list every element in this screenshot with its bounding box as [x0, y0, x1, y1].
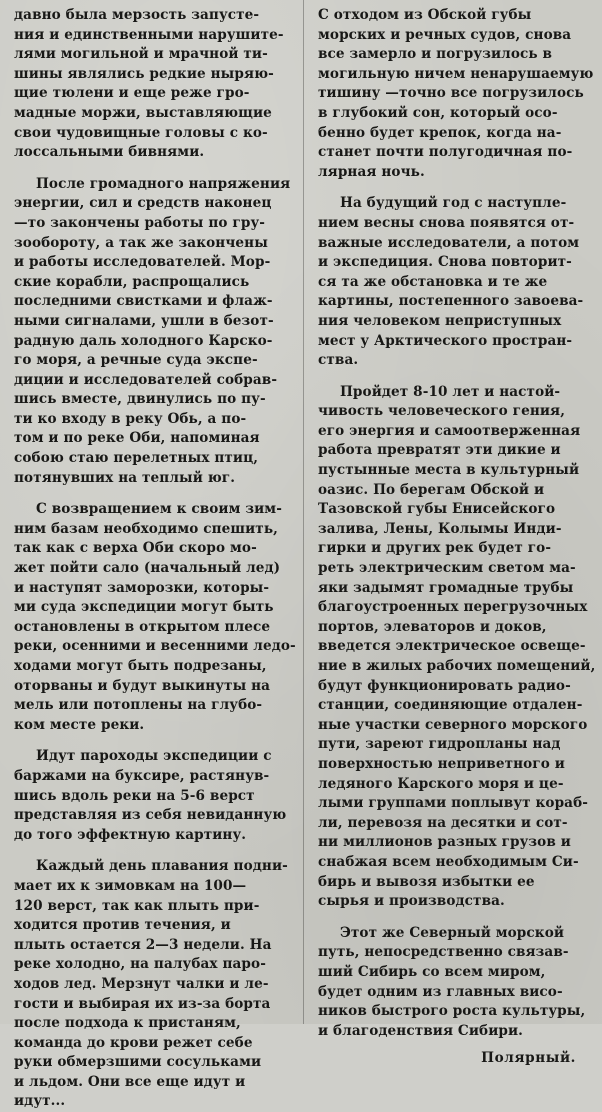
- text-line: лями могильной и мрачной ти-: [14, 46, 268, 63]
- article-paragraph: [318, 194, 594, 370]
- text-line: и наступят заморозки, которы-: [14, 579, 270, 596]
- text-line: лярная ночь.: [318, 163, 425, 180]
- text-line: все замерло и погрузилось в: [318, 46, 553, 63]
- text-line: собою стаю перелетных птиц,: [14, 450, 259, 467]
- text-line: лыми группами поплывут кораб-: [318, 795, 588, 812]
- text-line: так как с верха Оби скоро мо-: [14, 540, 257, 557]
- text-line: ников быстрого роста культуры,: [318, 1003, 586, 1020]
- paragraph-gap: [318, 371, 594, 383]
- text-line: введется электрическое освеще-: [318, 638, 586, 655]
- text-line: ходов лед. Мерзнут чалки и ле-: [14, 975, 269, 992]
- text-line: ходами могут быть подрезаны,: [14, 658, 267, 674]
- text-line: гости и выбирая их из-за борта: [14, 995, 271, 1012]
- article-column-right: [318, 6, 594, 1069]
- text-line: морских и речных судов, снова: [318, 26, 572, 43]
- text-line: команда до крови режет себе: [14, 1034, 253, 1051]
- article-paragraph: [318, 924, 594, 1042]
- text-line: оазис. По берегам Обской и: [318, 481, 545, 498]
- text-line: и экспедиция. Снова повторит-: [318, 254, 572, 271]
- text-line: На будущий год с наступле-: [340, 195, 567, 212]
- text-line: свои чудовищные головы с ко-: [14, 124, 268, 141]
- paragraph-gap: [14, 488, 294, 500]
- text-line: радную даль холодного Карско-: [14, 332, 273, 349]
- text-line: С возвращением к своим зим-: [36, 501, 282, 518]
- text-line: до того эффектную картину.: [14, 826, 247, 843]
- text-line: мест у Арктического простран-: [318, 332, 573, 349]
- text-line: 120 верст, так как плыть при-: [14, 897, 260, 914]
- article-paragraph: [14, 6, 294, 163]
- text-line: мель или потоплены на глубо-: [14, 697, 263, 714]
- text-line: бенно будет крепок, когда на-: [318, 124, 562, 141]
- text-line: чивость человеческого гения,: [318, 403, 566, 420]
- paragraph-gap: [14, 163, 294, 175]
- text-line: и благоденствия Сибири.: [318, 1022, 524, 1039]
- text-line: ти ко входу в реку Обь, а по-: [14, 410, 247, 427]
- text-line: ледяного Карского моря и це-: [318, 775, 564, 792]
- text-line: лоссальными бивнями.: [14, 144, 205, 161]
- article-column-left: [14, 6, 294, 1112]
- column-divider: [303, 0, 304, 1024]
- text-line: его энергия и самоотверженная: [318, 422, 581, 439]
- text-line: станции, соединяющие отдален-: [318, 697, 583, 714]
- text-line: сырья и производства.: [318, 893, 505, 910]
- text-line: пути, зареют гидропланы над: [318, 736, 561, 753]
- article-paragraph: [14, 857, 294, 1112]
- text-line: Пройдет 8-10 лет и настой-: [340, 383, 561, 400]
- text-line: и работы исследователей. Мор-: [14, 254, 271, 271]
- text-line: идут...: [14, 1093, 66, 1110]
- text-line: зообороту, а так же закончены: [14, 234, 268, 251]
- text-line: щие тюлени и еще реже гро-: [14, 85, 250, 102]
- text-line: ми суда экспедиции могут быть: [14, 599, 274, 616]
- text-line: мадные моржи, выставляющие: [14, 104, 272, 121]
- text-line: нием весны снова появятся от-: [318, 214, 575, 231]
- text-line: ными сигналами, ушли в безот-: [14, 312, 274, 329]
- paragraph-gap: [14, 735, 294, 747]
- article-paragraph: [318, 6, 594, 182]
- text-line: пустынные места в культурный: [318, 462, 580, 479]
- text-line: том и по реке Оби, напоминая: [14, 430, 260, 447]
- text-line: реке холодно, на палубах паро-: [14, 956, 266, 973]
- text-line: яки задымят громадные трубы: [318, 579, 574, 596]
- text-line: последними свистками и флаж-: [14, 293, 273, 310]
- article-paragraph: [14, 500, 294, 735]
- text-line: ни миллионов разных грузов и: [318, 834, 571, 851]
- text-line: С отходом из Обской губы: [318, 7, 532, 23]
- text-line: после подхода к пристаням,: [14, 1015, 241, 1032]
- paragraph-gap: [14, 845, 294, 857]
- article-paragraph: [14, 175, 294, 489]
- text-line: снабжая всем необходимым Си-: [318, 853, 579, 870]
- text-line: ся та же обстановка и те же: [318, 273, 548, 290]
- text-line: оторваны и будут выкинуты на: [14, 677, 271, 694]
- text-line: ства.: [318, 352, 359, 369]
- text-line: ли, перевозя на десятки и сот-: [318, 814, 568, 831]
- text-line: шины являлись редкие ныряю-: [14, 65, 274, 82]
- text-line: будет одним из главных висо-: [318, 983, 563, 1000]
- text-line: благоустроенных перегрузочных: [318, 599, 588, 616]
- text-line: ший Сибирь со всем миром,: [318, 963, 546, 980]
- text-line: энергии, сил и средств наконец: [14, 195, 272, 212]
- text-line: ходится против течения, и: [14, 917, 231, 934]
- text-line: ком месте реки.: [14, 716, 145, 733]
- text-line: реть электрическим светом ма-: [318, 560, 576, 577]
- paragraph-gap: [318, 182, 594, 194]
- author-signature: Полярный.: [481, 1050, 576, 1067]
- text-line: представляя из себя невиданную: [14, 807, 287, 824]
- text-line: Идут пароходы экспедиции с: [36, 748, 272, 765]
- text-line: Этот же Северный морской: [340, 924, 565, 941]
- text-line: шись вместе, двинулись по пу-: [14, 391, 266, 408]
- text-line: остановлены в открытом плесе: [14, 618, 271, 635]
- text-line: залива, Лены, Колымы Инди-: [318, 520, 562, 537]
- text-line: жет пойти сало (начальный лед): [14, 560, 281, 577]
- text-line: После громадного напряжения: [36, 175, 291, 192]
- text-line: Каждый день плавания подни-: [36, 858, 288, 875]
- text-line: давно была мерзость запусте-: [14, 7, 260, 23]
- text-line: плыть остается 2—3 недели. На: [14, 936, 272, 953]
- text-line: картины, постепенного завоева-: [318, 293, 584, 310]
- text-line: потянувших на теплый юг.: [14, 469, 236, 486]
- text-line: тишину —точно все погрузилось: [318, 85, 584, 102]
- text-line: го моря, а речные суда экспе-: [14, 352, 258, 369]
- text-line: будут функционировать радио-: [318, 677, 571, 694]
- text-line: и льдом. Они все еще идут и: [14, 1073, 246, 1090]
- text-line: гирки и других рек будет го-: [318, 540, 552, 557]
- text-line: могильную ничем ненарушаемую: [318, 65, 594, 82]
- text-line: реки, осенними и весенними ледо-: [14, 638, 296, 655]
- paragraph-gap: [318, 912, 594, 924]
- text-line: бирь и вывозя избытки ее: [318, 873, 535, 890]
- text-line: портов, элеваторов и доков,: [318, 618, 547, 635]
- text-line: ние в жилых рабочих помещений,: [318, 658, 596, 674]
- text-line: в глубокий сон, который осо-: [318, 104, 558, 121]
- article-paragraph: [14, 747, 294, 845]
- text-line: мает их к зимовкам на 100—: [14, 877, 247, 894]
- text-line: руки обмерзшими сосульками: [14, 1054, 262, 1071]
- text-line: ния человеком неприступных: [318, 312, 562, 329]
- text-line: —то закончены работы по гру-: [14, 214, 265, 231]
- text-line: поверхностью неприветного и: [318, 755, 565, 772]
- text-line: путь, непосредственно связав-: [318, 944, 569, 961]
- text-line: ные участки северного морского: [318, 716, 588, 733]
- text-line: ния и единственными нарушите-: [14, 26, 284, 43]
- text-line: работа превратят эти дикие и: [318, 442, 561, 459]
- text-line: станет почти полугодичная по-: [318, 144, 573, 161]
- text-line: шись вдоль реки на 5-6 верст: [14, 787, 255, 804]
- text-line: баржами на буксире, растянув-: [14, 767, 270, 784]
- text-line: ские корабли, распрощались: [14, 273, 250, 290]
- text-line: Тазовской губы Енисейского: [318, 501, 556, 518]
- text-line: диции и исследователей собрав-: [14, 371, 278, 388]
- text-line: ним базам необходимо спешить,: [14, 520, 278, 537]
- article-paragraph: [318, 383, 594, 912]
- text-line: важные исследователи, а потом: [318, 234, 580, 251]
